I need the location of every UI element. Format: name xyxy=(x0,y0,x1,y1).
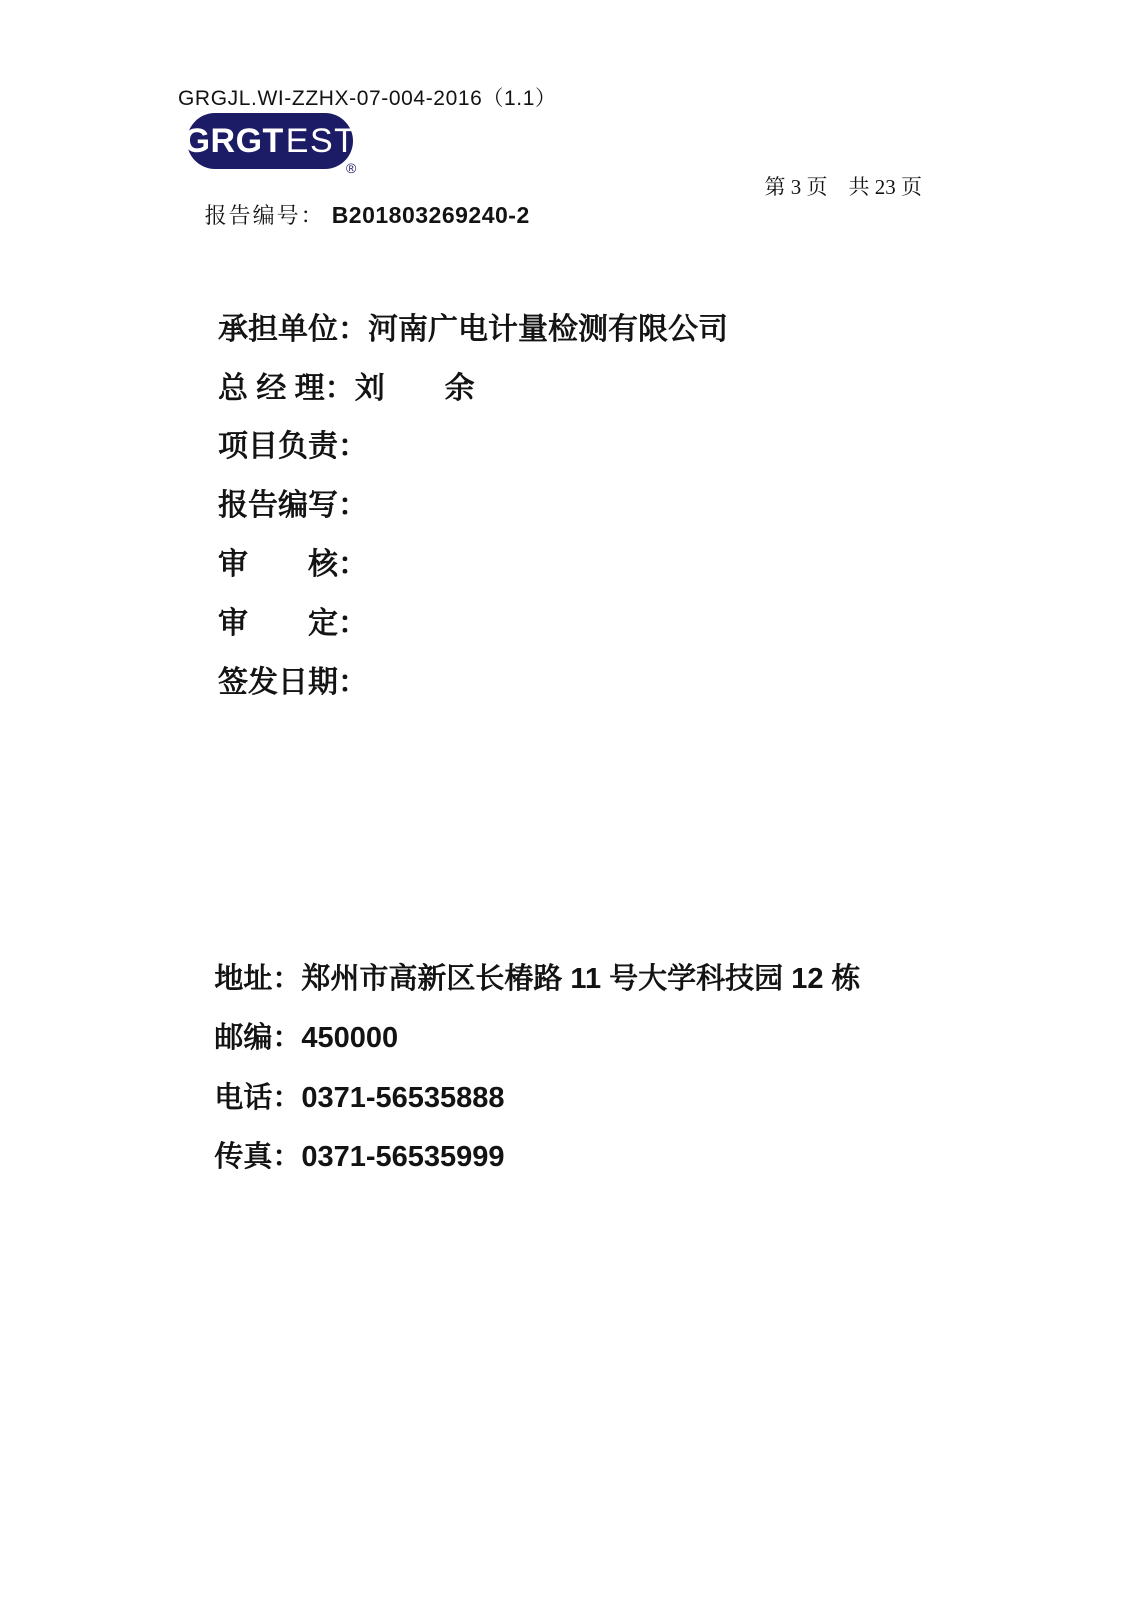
field-label: 项目负责： xyxy=(218,430,369,464)
field-value: 刘 余 xyxy=(354,371,475,405)
field-label: 传真： xyxy=(214,1141,302,1174)
signature-block xyxy=(168,242,729,699)
field-value: 河南广电计量检测有限公司 xyxy=(368,312,729,346)
logo-pill xyxy=(183,113,357,169)
report-number-group xyxy=(178,181,530,248)
field-label: 邮编： xyxy=(214,1022,302,1055)
page-indicator: 第 3 页 共 23 页 xyxy=(764,175,922,199)
report-no-label: 报告编号： xyxy=(204,203,325,228)
field-value: 0371-56535888 xyxy=(301,1081,505,1114)
logo-text-light: EST xyxy=(285,121,357,160)
document-code: GRGJL.WI-ZZHX-07-004-2016（1.1） xyxy=(178,87,557,110)
field-label: 签发日期： xyxy=(218,665,369,699)
field-label: 审 核： xyxy=(218,547,369,581)
contact-block xyxy=(166,890,861,1174)
report-number-row xyxy=(178,171,922,248)
report-no-value: B201803269240-2 xyxy=(331,202,530,228)
field-value: 郑州市高新区长椿路 11 号大学科技园 12 栋 xyxy=(301,962,861,995)
logo-text-bold: GRGT xyxy=(183,121,284,160)
field-label: 电话： xyxy=(214,1081,302,1114)
field-value: 0371-56535999 xyxy=(301,1141,505,1174)
field-label: 承担单位： xyxy=(218,312,369,346)
contact-row-address xyxy=(166,890,861,995)
field-label: 报告编写： xyxy=(218,489,369,523)
field-value: 450000 xyxy=(301,1022,399,1055)
field-label: 审 定： xyxy=(218,606,369,640)
field-label: 地址： xyxy=(214,962,302,995)
field-label: 总 经 理： xyxy=(218,371,355,405)
field-row-undertaking-unit xyxy=(168,242,729,346)
registered-trademark-icon: ® xyxy=(346,160,357,176)
